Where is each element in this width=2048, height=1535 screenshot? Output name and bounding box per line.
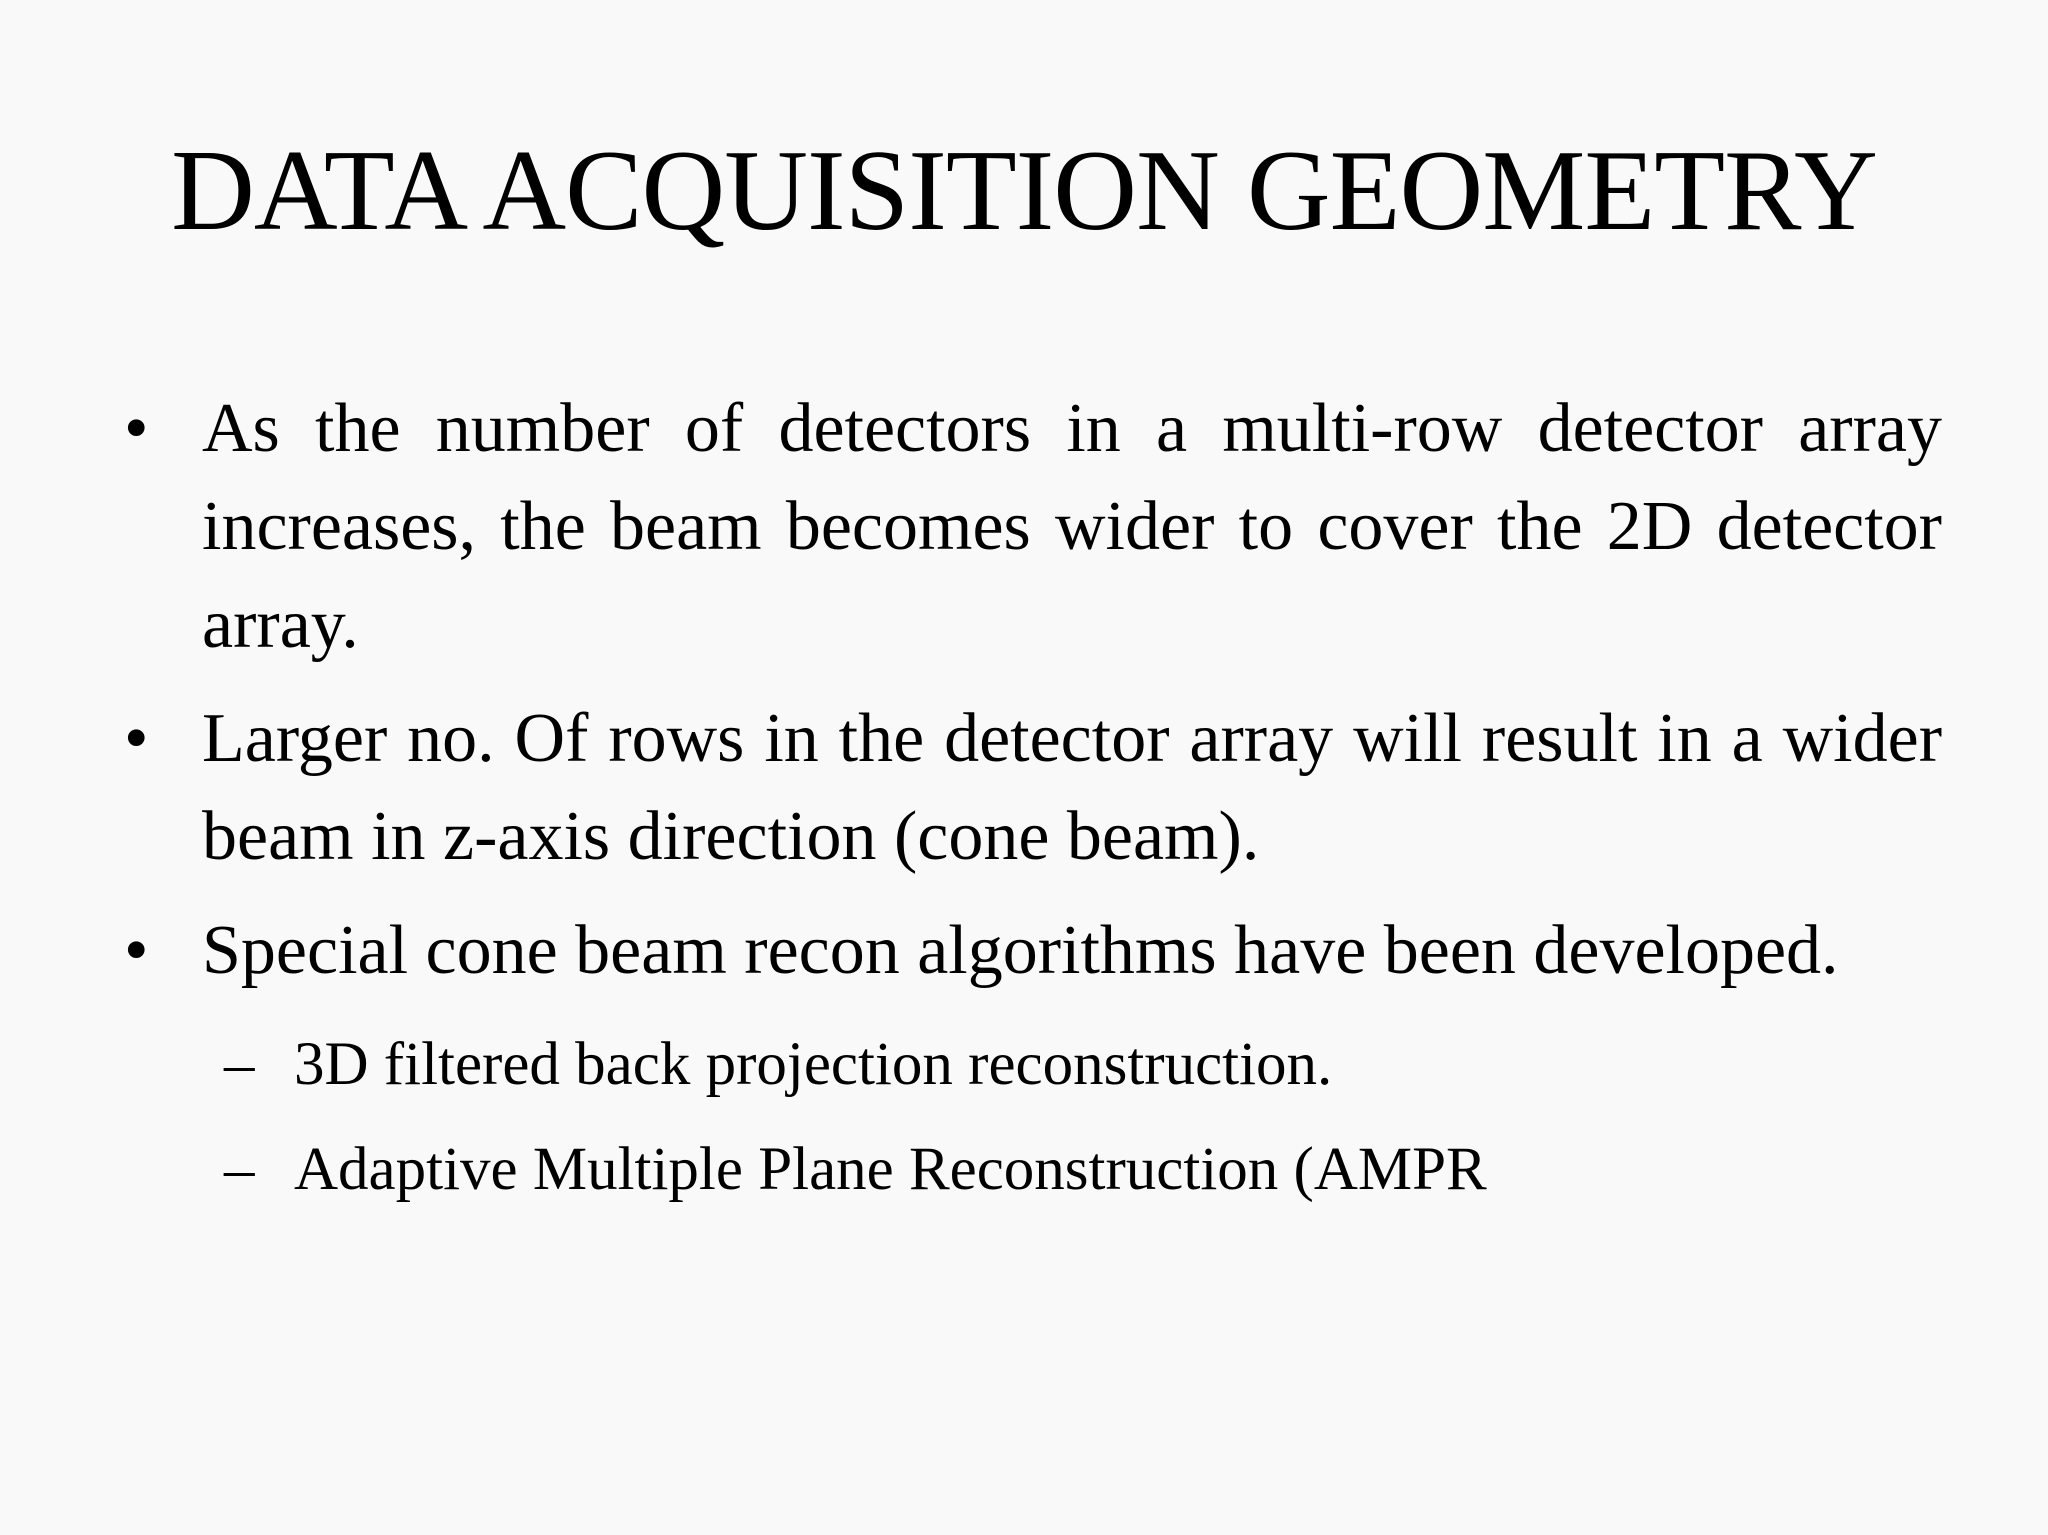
bullet-item xyxy=(124,690,1942,886)
bullet-text: As the number of detectors in a multi-row detector array increases, the beam becomes wider to cover the 2D detector array. xyxy=(202,390,1942,663)
bullet-text: Special cone beam recon algorithms have been developed. xyxy=(202,912,1839,989)
sub-bullet-marker: – xyxy=(224,1136,255,1203)
slide-title: DATA ACQUISITION GEOMETRY xyxy=(171,127,1877,255)
bullet-list xyxy=(0,380,2048,1238)
bullet-marker: • xyxy=(124,390,149,467)
sub-bullet-item xyxy=(224,1012,1942,1117)
bullet-marker: • xyxy=(124,700,149,777)
bullet-marker: • xyxy=(124,912,149,989)
bullet-item xyxy=(124,380,1942,674)
bullet-text: Larger no. Of rows in the detector array will result in a wider beam in z-axis direction (cone beam). xyxy=(202,700,1942,875)
sub-bullet-list xyxy=(202,1012,1942,1222)
sub-bullet-text: Adaptive Multiple Plane Reconstruction (AMPR xyxy=(294,1136,1487,1203)
sub-bullet-text: 3D filtered back projection reconstruction. xyxy=(294,1031,1333,1098)
sub-bullet-marker: – xyxy=(224,1031,255,1098)
bullet-item xyxy=(124,902,1942,1222)
sub-bullet-item xyxy=(224,1117,1942,1222)
